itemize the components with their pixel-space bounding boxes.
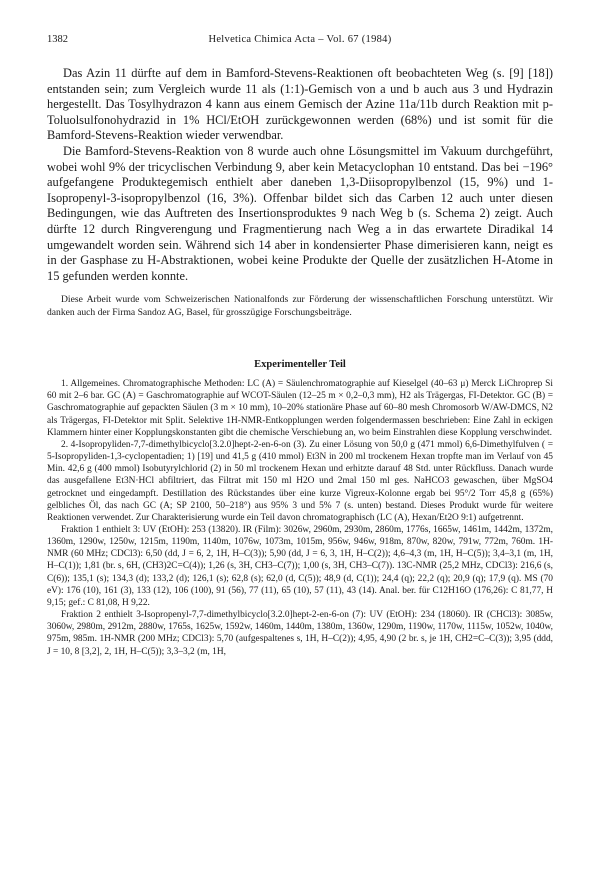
page-number: 1382	[47, 34, 68, 45]
paragraph: Die Bamford-Stevens-Reaktion von 8 wurde auch ohne Lösungsmittel im Vakuum durchgeführt, wobei wohl 9% der tricyclischen Verbindung 9, aber kein Metacyclophan 10 entstand. Das bei −196° aufgefangene Produktegemisch enthielt aber daneben 1,3-Diisopropylbenzol (15, 9%) und 1-Isopropenyl-3-isopropylbenzol (16, 3%). Offenbar bildet sich das Carben 12 auch unter diesen Bedingungen, wie das Auftreten des Insertionsproduktes 9 nach Weg b (s. Schema 2) zeigt. Auch dürfte 12 durch Ringverengung und Fragmentierung nach Weg a in das erwartete Diradikal 14 umgewandelt worden sein. Während sich 14 aber in kondensierter Phase dimerisieren kann, neigt es in der Gasphase zu H-Abstraktionen, wobei keine Produkte der Quelle der zusätzlichen H-Atome in 15 gefunden werden konnte.	[47, 143, 553, 283]
journal-running-title: Helvetica Chimica Acta – Vol. 67 (1984)	[208, 34, 392, 45]
acknowledgement: Diese Arbeit wurde vom Schweizerischen Nationalfonds zur Förderung der wissenschaftlichen Forschung unterstützt. Wir danken auch der Firma Sandoz AG, Basel, für grosszügige Forschungsbeiträge.	[47, 294, 553, 318]
running-header	[47, 34, 553, 50]
experimental-paragraph: Fraktion 2 enthielt 3-Isopropenyl-7,7-dimethylbicyclo[3.2.0]hept-2-en-6-on (7): UV (EtOH): 234 (18060). IR (CHCl3): 3085w, 3060w, 2980m, 2912m, 2880w, 1765s, 1625w, 1592w, 1460m, 1440m, 1380m, 1360w, 1290m, 1190w, 1170w, 1115w, 1052w, 1040w, 975m, 985m. 1H-NMR (200 MHz; CDCl3): 5,70 (aufgespaltenes s, 1H, H–C(2)); 4,95, 4,90 (2 br. s, je 1H, CH2=C–C(3)); 3,95 (ddd, J = 10, 8 [3,2], 2, 1H, H–C(5)); 3,3–3,2 (m, 1H,	[47, 610, 553, 657]
experimental-paragraph: 1. Allgemeines. Chromatographische Methoden: LC (A) = Säulenchromatographie auf Kieselgel (40–63 μ) Merck LiChroprep Si 60 mit 2–6 bar. GC (A) = Gaschromatographie auf WCOT-Säulen (12–25 m × 0,2–0,3 mm), H2 als Trägergas, FI-Detektor. GC (B) = Gaschromatographie auf gepackten Säulen (3 m × 10 mm), 10–20% stationäre Phase auf 60–80 mesh Chromosorb W/AW-DMCS, N2 als Trägergas, FI-Detektor mit Split. Selektive 1H-NMR-Entkopplungen werden folgendermassen beschrieben: Eine Zahl in eckigen Klammern hinter einer Kopplungskonstanten gibt die chemische Verschiebung an, wo beim Einstrahlen diese Kopplung verschwindet.	[47, 379, 553, 438]
main-text	[47, 66, 553, 284]
page	[47, 34, 553, 658]
experimental-paragraph: 2. 4-Isopropyliden-7,7-dimethylbicyclo[3.2.0]hept-2-en-6-on (3). Zu einer Lösung von 50,0 g (471 mmol) 6,6-Dimethylfulven ( = 5-Isopropyliden-1,3-cyclopentadien; 1) [19] und 41,5 g (410 mmol) Et3N in 200 ml trockenem Hexan tropfte man im Verlauf von 45 Min. 42,6 g (400 mmol) Isobutyrylchlorid (2) in 50 ml trockenem Hexan und erhitzte darauf 48 Std. unter Rückfluss. Danach wurde das ausgefallene Et3N·HCl abfiltriert, das Filtrat mit 150 ml H2O und 2mal 150 ml ges. NaHCO3 gewaschen, über MgSO4 getrocknet und eingedampft. Destillation des Rückstandes über eine kurze Vigreux-Kolonne ergab bei 95°/2 Torr 45,8 g (65%) gelbliches Öl, das nach GC (A; SP 2100, 50–218°) aus 95% 3 und 5% 7 (s. unten) bestand. Dieses Produkt wurde für weitere Reaktionen verwendet. Zur Charakterisierung wurde ein Teil davon chromatographisch (LC (A), Hexan/Et2O 9:1) aufgetrennt.	[47, 439, 553, 523]
paragraph: Das Azin 11 dürfte auf dem in Bamford-Stevens-Reaktionen oft beobachteten Weg (s. [9] [18]) entstanden sein; zum Vergleich wurde 11 als (1:1)-Gemisch von a und b auch aus 3 und Hydrazin hergestellt. Das Tosylhydrazon 4 kann aus einem Gemisch der Azine 11a/11b durch Reaktion mit p-Toluolsulfonohydrazid in 1% HCl/EtOH zurückgewonnen werden (68%) und ist somit für die Bamford-Stevens-Reaktion wieder verwendbar.	[47, 66, 553, 143]
experimental-paragraph: Fraktion 1 enthielt 3: UV (EtOH): 253 (13820). IR (Film): 3026w, 2960m, 2930m, 2860m, 1776s, 1665w, 1461m, 1442m, 1372m, 1360m, 1290w, 1250w, 1215m, 1190m, 1140m, 1076w, 1073m, 1015m, 956w, 946w, 918m, 870w, 820w, 791w, 772m, 760m. 1H-NMR (60 MHz; CDCl3): 6,50 (dd, J = 6, 2, 1H, H–C(3)); 5,90 (dd, J = 6, 3, 1H, H–C(2)); 4,6–4,3 (m, 1H, H–C(5)); 3,4–3,1 (m, 1H, H–C(1)); 1,81 (br. s, 6H, (CH3)2C=C(4)); 1,26 (s, 3H, CH3–C(7)); 1,00 (s, 3H, CH3–C(7)). 13C-NMR (25,2 MHz, CDCl3): 216,6 (s, C(6)); 135,1 (s); 134,3 (d); 133,2 (d); 126,1 (s); 62,8 (s); 62,0 (d, C(5)); 48,9 (d, C(1)); 24,4 (q); 22,2 (q); 20,9 (q); 17,9 (q). MS (70 eV): 176 (10), 161 (3), 133 (12), 106 (100), 91 (56), 77 (11), 65 (10), 57 (11), 43 (14). Anal. ber. für C12H16O (176,26): C 81,77, H 9,15; gef.: C 81,08, H 9,22.	[47, 525, 553, 608]
section-title: Experimenteller Teil	[254, 359, 346, 371]
experimental-section	[47, 378, 553, 658]
